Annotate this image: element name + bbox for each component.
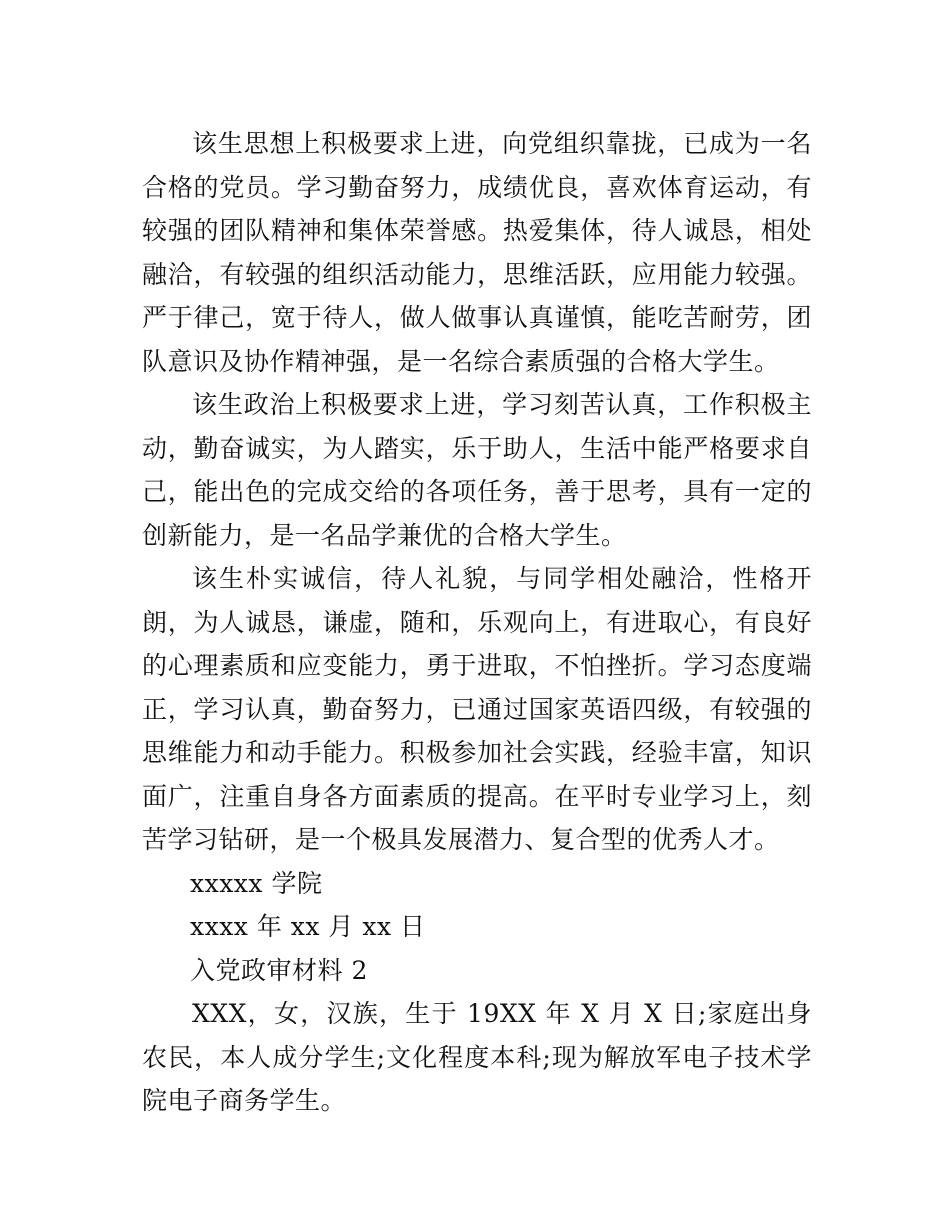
signature-line: xxxxx 学院	[190, 868, 323, 898]
paragraph-1: 该生思想上积极要求上进，向党组织靠拢，已成为一名合格的党员。学习勤奋努力，成绩优良，喜欢体育运动，有较强的团队精神和集体荣誉感。热爱集体，待人诚恳，相处融洽，有较强的组织活动能力，思维活跃，应用能力较强。严于律己，宽于待人，做人做事认真谨慎，能吃苦耐劳，团队意识及协作精神强，是一名综合素质强的合格大学生。	[142, 129, 812, 376]
paragraph-3: 该生朴实诚信，待人礼貌，与同学相处融洽，性格开朗，为人诚恳，谦虚，随和，乐观向上，有进取心，有良好的心理素质和应变能力，勇于进取，不怕挫折。学习态度端正，学习认真，勤奋努力，已通过国家英语四级，有较强的思维能力和动手能力。积极参加社会实践，经验丰富，知识面广，注重自身各方面素质的提高。在平时专业学习上，刻苦学习钻研，是一个极具发展潜力、复合型的优秀人才。	[142, 564, 812, 854]
paragraph-2: 该生政治上积极要求上进，学习刻苦认真，工作积极主动，勤奋诚实，为人踏实，乐于助人，生活中能严格要求自己，能出色的完成交给的各项任务，善于思考，具有一定的创新能力，是一名品学兼优的合格大学生。	[142, 390, 812, 550]
paragraph-4: XXX，女，汉族，生于 19XX 年 X 月 X 日;家庭出身农民，本人成分学生;文化程度本科;现为解放军电子技术学院电子商务学生。	[142, 999, 812, 1115]
date-line: xxxx 年 xx 月 xx 日	[190, 912, 426, 941]
section-heading: 入党政审材料 2	[190, 955, 368, 985]
document-body	[142, 122, 812, 1123]
